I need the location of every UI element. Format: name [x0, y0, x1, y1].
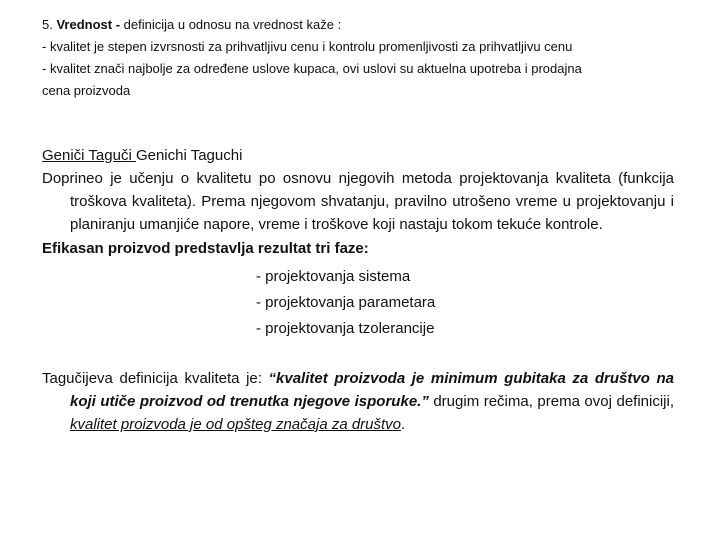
taguchi-definition-quote: “kvalitet proizvoda je minimum gubitaka za društvo na koji utiče proizvod od trenutka njegove isporuke.”	[70, 370, 674, 410]
taguchi-name-local: Geniči Taguči	[42, 147, 136, 164]
taguchi-definition-end: .	[401, 416, 406, 433]
phase-item-system: - projektovanja sistema	[256, 268, 411, 285]
definition-heading	[42, 14, 682, 36]
definition-line-price: cena proizvoda	[42, 83, 131, 98]
taguchi-name-english: Genichi Taguchi	[135, 147, 243, 164]
efficient-product-heading: Efikasan proizvod predstavlja rezultat tri faze:	[42, 240, 369, 257]
definition-line-excellence: - kvalitet je stepen izvrsnosti za prihvatljivu cenu i kontrolu promenljivosti za prihvatljivu cenu	[42, 39, 573, 54]
definition-title: Vrednost -	[56, 17, 121, 32]
phase-item-parameters: - projektovanja parametara	[256, 294, 436, 311]
definition-intro: definicija u odnosu na vrednost kaže :	[120, 17, 342, 32]
taguchi-definition-paragraph	[42, 367, 674, 436]
taguchi-definition-conclusion: kvalitet proizvoda je od opšteg značaja za društvo	[70, 416, 402, 433]
taguchi-definition-intro: Tagučijeva definicija kvaliteta je:	[42, 370, 269, 387]
taguchi-heading	[42, 144, 674, 167]
phases-list	[42, 264, 674, 342]
taguchi-section	[42, 144, 674, 451]
definition-number: 5.	[42, 17, 53, 32]
taguchi-definition-middle: drugim rečima, prema ovoj definiciji,	[428, 393, 674, 410]
taguchi-contribution-paragraph: Doprineo je učenju o kvalitetu po osnovu njegovih metoda projektovanja kvaliteta (funkcija troškova kvaliteta). Prema njegovom shvatanju, pravilno utrošeno vreme u projektovanju i planiranju umanjiće napore, vreme i troškove koji nastaju tokom tekuće kontrole.	[42, 170, 674, 233]
quality-definition-section	[42, 14, 682, 102]
definition-line-customer: - kvalitet znači najbolje za određene uslove kupaca, ovi uslovi su aktuelna upotreba i prodajna	[42, 61, 582, 76]
phase-item-tolerance: - projektovanja tzolerancije	[256, 320, 435, 337]
